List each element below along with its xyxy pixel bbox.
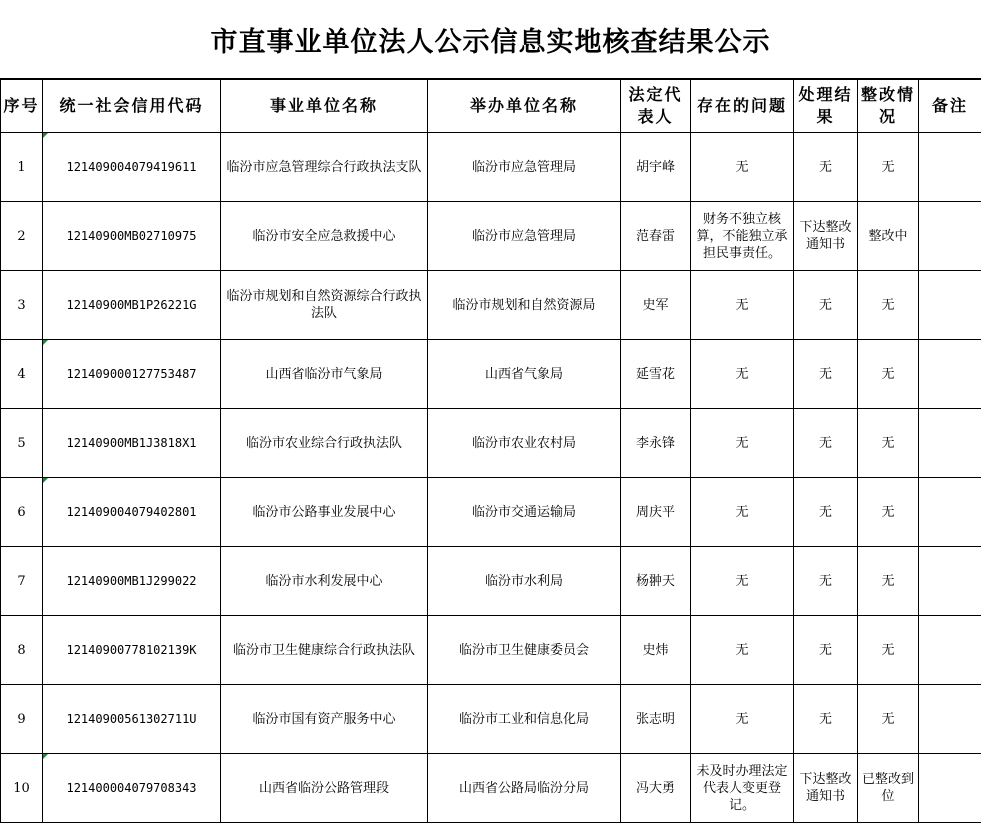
unit-name-cell[interactable]: 临汾市国有资产服务中心 <box>221 685 428 754</box>
issue-cell[interactable]: 无 <box>691 133 794 202</box>
result-cell[interactable]: 无 <box>794 616 858 685</box>
note-cell[interactable] <box>919 409 981 478</box>
table-row <box>1 754 981 823</box>
credit-code-text: 121400004079708343 <box>66 780 197 795</box>
issue-cell[interactable]: 无 <box>691 616 794 685</box>
sponsor-name-cell[interactable]: 临汾市水利局 <box>428 547 621 616</box>
result-cell[interactable]: 下达整改通知书 <box>794 202 858 271</box>
seq-cell[interactable]: 4 <box>1 340 43 409</box>
seq-cell[interactable]: 6 <box>1 478 43 547</box>
unit-name-cell[interactable]: 临汾市应急管理综合行政执法支队 <box>221 133 428 202</box>
table-row <box>1 133 981 202</box>
note-cell[interactable] <box>919 754 981 823</box>
seq-cell[interactable]: 10 <box>1 754 43 823</box>
table-row <box>1 409 981 478</box>
sponsor-name-cell[interactable]: 临汾市卫生健康委员会 <box>428 616 621 685</box>
issue-cell[interactable]: 无 <box>691 547 794 616</box>
legal-rep-cell[interactable]: 延雪花 <box>621 340 691 409</box>
issue-cell[interactable]: 无 <box>691 409 794 478</box>
unit-name-cell[interactable]: 临汾市公路事业发展中心 <box>221 478 428 547</box>
header-issue[interactable]: 存在的问题 <box>691 80 794 133</box>
note-cell[interactable] <box>919 685 981 754</box>
header-rep[interactable]: 法定代表人 <box>621 80 691 133</box>
credit-code-cell[interactable]: 12140900778102139K <box>43 616 221 685</box>
header-seq[interactable]: 序号 <box>1 80 43 133</box>
note-cell[interactable] <box>919 547 981 616</box>
sponsor-name-cell[interactable]: 山西省气象局 <box>428 340 621 409</box>
note-cell[interactable] <box>919 202 981 271</box>
unit-name-cell[interactable]: 山西省临汾市气象局 <box>221 340 428 409</box>
issue-cell[interactable]: 无 <box>691 340 794 409</box>
page-title: 市直事业单位法人公示信息实地核查结果公示 <box>0 0 981 79</box>
legal-rep-cell[interactable]: 胡宇峰 <box>621 133 691 202</box>
seq-cell[interactable]: 1 <box>1 133 43 202</box>
seq-cell[interactable]: 8 <box>1 616 43 685</box>
rectify-cell[interactable]: 整改中 <box>858 202 919 271</box>
seq-cell[interactable]: 5 <box>1 409 43 478</box>
credit-code-cell[interactable]: 12140900MB02710975 <box>43 202 221 271</box>
issue-cell[interactable]: 财务不独立核算，不能独立承担民事责任。 <box>691 202 794 271</box>
seq-cell[interactable]: 9 <box>1 685 43 754</box>
rectify-cell[interactable]: 无 <box>858 547 919 616</box>
credit-code-cell[interactable]: 12140900MB1P26221G <box>43 271 221 340</box>
rectify-cell[interactable]: 已整改到位 <box>858 754 919 823</box>
table-row <box>1 478 981 547</box>
legal-rep-cell[interactable]: 史炜 <box>621 616 691 685</box>
seq-cell[interactable]: 2 <box>1 202 43 271</box>
cell-comment-marker-icon <box>43 754 48 759</box>
table-row <box>1 271 981 340</box>
rectify-cell[interactable]: 无 <box>858 616 919 685</box>
credit-code-cell[interactable]: 12140900561302711U <box>43 685 221 754</box>
unit-name-cell[interactable]: 山西省临汾公路管理段 <box>221 754 428 823</box>
legal-rep-cell[interactable]: 范春雷 <box>621 202 691 271</box>
result-cell[interactable]: 无 <box>794 133 858 202</box>
unit-name-cell[interactable]: 临汾市安全应急救援中心 <box>221 202 428 271</box>
note-cell[interactable] <box>919 271 981 340</box>
header-code[interactable]: 统一社会信用代码 <box>43 80 221 133</box>
issue-cell[interactable]: 未及时办理法定代表人变更登记。 <box>691 754 794 823</box>
table-row <box>1 547 981 616</box>
unit-name-cell[interactable]: 临汾市农业综合行政执法队 <box>221 409 428 478</box>
credit-code-text: 121409000127753487 <box>66 366 197 381</box>
legal-rep-cell[interactable]: 张志明 <box>621 685 691 754</box>
header-note[interactable]: 备注 <box>919 80 981 133</box>
results-table <box>0 79 981 823</box>
legal-rep-cell[interactable]: 史军 <box>621 271 691 340</box>
rectify-cell[interactable]: 无 <box>858 685 919 754</box>
rectify-cell[interactable]: 无 <box>858 478 919 547</box>
rectify-cell[interactable]: 无 <box>858 133 919 202</box>
table-row <box>1 340 981 409</box>
unit-name-cell[interactable]: 临汾市卫生健康综合行政执法队 <box>221 616 428 685</box>
seq-cell[interactable]: 3 <box>1 271 43 340</box>
note-cell[interactable] <box>919 340 981 409</box>
rectify-cell[interactable]: 无 <box>858 409 919 478</box>
credit-code-cell[interactable] <box>43 754 221 823</box>
header-result[interactable]: 处理结果 <box>794 80 858 133</box>
cell-comment-marker-icon <box>43 133 48 138</box>
cell-comment-marker-icon <box>43 478 48 483</box>
note-cell[interactable] <box>919 478 981 547</box>
credit-code-cell[interactable]: 12140900MB1J299022 <box>43 547 221 616</box>
header-rectify[interactable]: 整改情况 <box>858 80 919 133</box>
legal-rep-cell[interactable]: 李永锋 <box>621 409 691 478</box>
header-row <box>1 80 981 133</box>
unit-name-cell[interactable]: 临汾市水利发展中心 <box>221 547 428 616</box>
sponsor-name-cell[interactable]: 山西省公路局临汾分局 <box>428 754 621 823</box>
table-row <box>1 202 981 271</box>
unit-name-cell[interactable]: 临汾市规划和自然资源综合行政执法队 <box>221 271 428 340</box>
result-cell[interactable]: 无 <box>794 409 858 478</box>
sponsor-name-cell[interactable]: 临汾市交通运输局 <box>428 478 621 547</box>
result-cell[interactable]: 下达整改通知书 <box>794 754 858 823</box>
result-cell[interactable]: 无 <box>794 340 858 409</box>
rectify-cell[interactable]: 无 <box>858 271 919 340</box>
issue-cell[interactable]: 无 <box>691 478 794 547</box>
header-unit[interactable]: 事业单位名称 <box>221 80 428 133</box>
legal-rep-cell[interactable]: 冯大勇 <box>621 754 691 823</box>
seq-cell[interactable]: 7 <box>1 547 43 616</box>
note-cell[interactable] <box>919 616 981 685</box>
issue-cell[interactable]: 无 <box>691 271 794 340</box>
cell-comment-marker-icon <box>43 340 48 345</box>
credit-code-cell[interactable]: 12140900MB1J3818X1 <box>43 409 221 478</box>
note-cell[interactable] <box>919 133 981 202</box>
credit-code-cell[interactable] <box>43 478 221 547</box>
sponsor-name-cell[interactable]: 临汾市应急管理局 <box>428 133 621 202</box>
sponsor-name-cell[interactable]: 临汾市工业和信息化局 <box>428 685 621 754</box>
table-row <box>1 616 981 685</box>
credit-code-text: 121409004079402801 <box>66 504 197 519</box>
sponsor-name-cell[interactable]: 临汾市农业农村局 <box>428 409 621 478</box>
issue-cell[interactable]: 无 <box>691 685 794 754</box>
result-cell[interactable]: 无 <box>794 685 858 754</box>
sponsor-name-cell[interactable]: 临汾市规划和自然资源局 <box>428 271 621 340</box>
result-cell[interactable]: 无 <box>794 271 858 340</box>
credit-code-cell[interactable] <box>43 133 221 202</box>
table-row <box>1 685 981 754</box>
credit-code-cell[interactable] <box>43 340 221 409</box>
sponsor-name-cell[interactable]: 临汾市应急管理局 <box>428 202 621 271</box>
credit-code-text: 121409004079419611 <box>66 159 197 174</box>
legal-rep-cell[interactable]: 周庆平 <box>621 478 691 547</box>
rectify-cell[interactable]: 无 <box>858 340 919 409</box>
legal-rep-cell[interactable]: 杨翀天 <box>621 547 691 616</box>
header-sponsor[interactable]: 举办单位名称 <box>428 80 621 133</box>
result-cell[interactable]: 无 <box>794 478 858 547</box>
result-cell[interactable]: 无 <box>794 547 858 616</box>
